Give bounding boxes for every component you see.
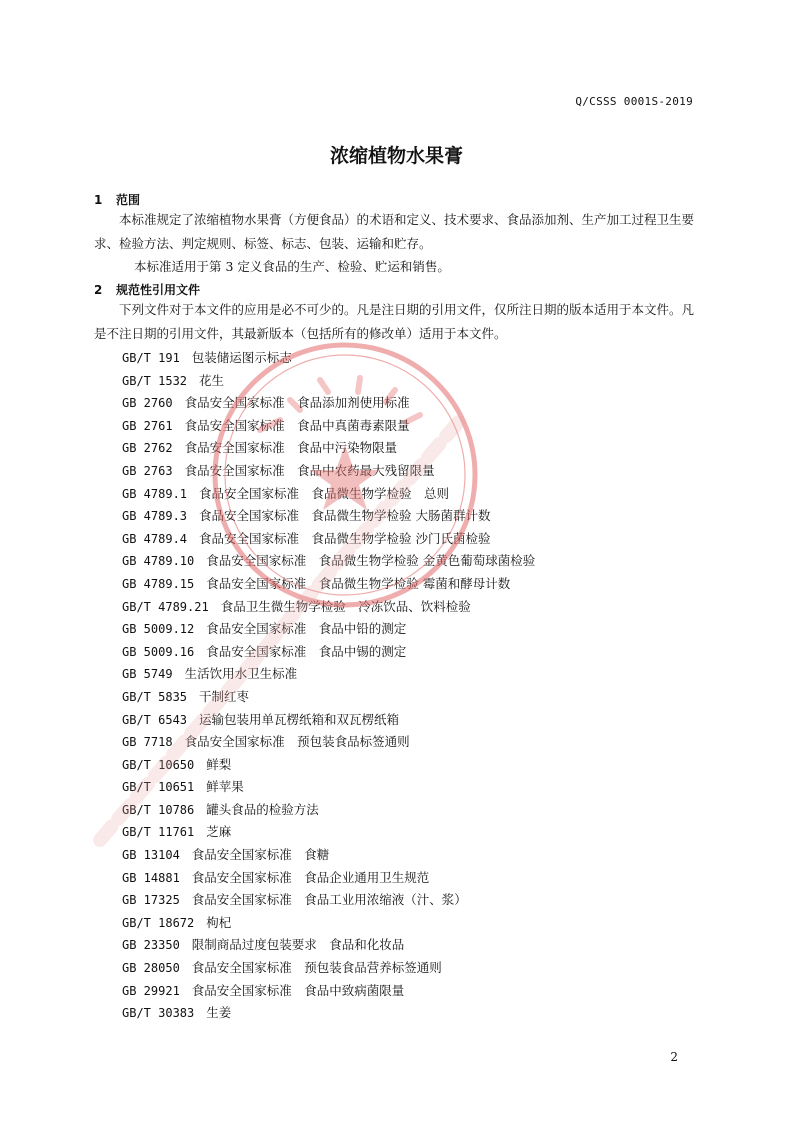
reference-code: GB 4789.3: [122, 509, 188, 524]
reference-item: [122, 618, 535, 641]
reference-code: GB/T 1532: [122, 373, 188, 388]
reference-title: 枸杞: [206, 914, 232, 930]
scope-paragraph-2: 本标准适用于第 3 定义食品的生产、检验、贮运和销售。: [134, 259, 450, 274]
reference-code: GB 4789.10: [122, 554, 195, 569]
reference-code: GB 4789.15: [122, 576, 195, 591]
reference-code: GB/T 4789.21: [122, 599, 209, 614]
reference-item: [122, 596, 535, 619]
reference-item: [122, 437, 535, 460]
reference-code: GB 5009.12: [122, 622, 195, 637]
reference-item: [122, 709, 535, 732]
reference-code: GB/T 30383: [122, 1006, 195, 1021]
reference-item: [122, 980, 535, 1003]
reference-title: 鲜苹果: [206, 779, 244, 795]
reference-title: 食品安全国家标准 食品工业用浓缩液（汁、浆）: [191, 892, 467, 908]
reference-code: GB/T 10786: [122, 802, 195, 817]
reference-item: [122, 776, 535, 799]
reference-code: GB/T 10651: [122, 780, 195, 795]
reference-item: [122, 528, 535, 551]
document-title: 浓缩植物水果膏: [329, 145, 463, 167]
reference-title: 食品安全国家标准 预包装食品标签通则: [184, 734, 410, 750]
section-heading-scope: [94, 191, 140, 208]
reference-item: [122, 957, 535, 980]
reference-title: 鲜梨: [206, 756, 232, 772]
reference-item: [122, 415, 535, 438]
reference-title: 食品安全国家标准 食品中真菌毒素限量: [184, 417, 410, 433]
reference-title: 芝麻: [206, 824, 232, 840]
reference-item: [122, 821, 535, 844]
reference-item: [122, 799, 535, 822]
reference-title: 食品安全国家标准 预包装食品营养标签通则: [191, 960, 442, 976]
reference-title: 食品安全国家标准 食品微生物学检验 沙门氏菌检验: [199, 530, 491, 546]
section-number: 1: [94, 193, 103, 207]
reference-code: GB/T 10650: [122, 757, 195, 772]
reference-code: GB 2760: [122, 396, 173, 411]
reference-item: [122, 754, 535, 777]
reference-title: 限制商品过度包装要求 食品和化妆品: [191, 937, 405, 953]
reference-title: 食品卫生微生物学检验 冷冻饮品、饮料检验: [220, 598, 471, 614]
reference-title: 食品安全国家标准 食品微生物学检验 大肠菌群计数: [199, 508, 491, 524]
reference-item: [122, 731, 535, 754]
reference-code: GB 2762: [122, 441, 173, 456]
reference-title: 运输包装用单瓦楞纸箱和双瓦楞纸箱: [199, 711, 400, 727]
reference-item: [122, 550, 535, 573]
references-intro-paragraph: 下列文件对于本文件的应用是必不可少的。凡是注日期的引用文件，仅所注日期的版本适用于本文件。凡是不注日期的引用文件，其最新版本（包括所有的修改单）适用于本文件。: [94, 302, 695, 341]
reference-item: [122, 934, 535, 957]
reference-item: [122, 889, 535, 912]
reference-code: GB 4789.4: [122, 531, 188, 546]
reference-title: 食品安全国家标准 食品中农药最大残留限量: [184, 462, 435, 478]
reference-code: GB/T 11761: [122, 825, 195, 840]
reference-title: 食品安全国家标准 食品企业通用卫生规范: [191, 869, 430, 885]
reference-item: [122, 483, 535, 506]
reference-item: [122, 1002, 535, 1025]
scope-paragraph-1: 本标准规定了浓缩植物水果膏（方便食品）的术语和定义、技术要求、食品添加剂、生产加工过程卫生要求、检验方法、判定规则、标签、标志、包装、运输和贮存。: [94, 212, 695, 251]
reference-title: 食品安全国家标准 食糖: [191, 847, 330, 863]
section-heading-normative-references: [94, 281, 200, 298]
reference-title: 食品安全国家标准 食品微生物学检验 总则: [199, 485, 450, 501]
section-title: 范围: [116, 193, 141, 207]
reference-code: GB 29921: [122, 983, 180, 998]
reference-title: 罐头食品的检验方法: [206, 801, 319, 817]
reference-code: GB 5009.16: [122, 644, 195, 659]
reference-title: 食品安全国家标准 食品中锡的测定: [206, 643, 407, 659]
reference-code: GB 5749: [122, 667, 173, 682]
reference-title: 食品安全国家标准 食品微生物学检验 霉菌和酵母计数: [206, 575, 511, 591]
reference-code: GB 7718: [122, 735, 173, 750]
reference-code: GB 17325: [122, 893, 180, 908]
reference-code: GB/T 5835: [122, 689, 188, 704]
page-number: 2: [670, 1050, 678, 1064]
reference-code: GB 2761: [122, 418, 173, 433]
reference-title: 花生: [199, 372, 225, 388]
section-title: 规范性引用文件: [116, 283, 201, 297]
reference-item: [122, 686, 535, 709]
reference-title: 生姜: [206, 1005, 232, 1021]
reference-code: GB/T 191: [122, 351, 180, 365]
reference-title: 生活饮用水卫生标准: [184, 666, 298, 682]
reference-item: [122, 867, 535, 890]
reference-title: 包装储运图示标志: [191, 350, 292, 365]
reference-item: [122, 641, 535, 664]
reference-title: 食品安全国家标准 食品中污染物限量: [184, 440, 398, 456]
reference-title: 食品安全国家标准 食品微生物学检验 金黄色葡萄球菌检验: [206, 553, 536, 569]
reference-code: GB 2763: [122, 463, 173, 478]
reference-list: [122, 347, 535, 1025]
reference-item: [122, 912, 535, 935]
reference-item: [122, 573, 535, 596]
reference-title: 干制红枣: [199, 688, 250, 704]
reference-item: [122, 347, 535, 370]
section-number: 2: [94, 283, 103, 297]
reference-code: GB 23350: [122, 938, 180, 953]
reference-code: GB/T 6543: [122, 712, 188, 727]
reference-item: [122, 370, 535, 393]
reference-code: GB 28050: [122, 961, 180, 976]
reference-item: [122, 844, 535, 867]
reference-item: [122, 392, 535, 415]
reference-title: 食品安全国家标准 食品中铅的测定: [206, 621, 407, 637]
document-code: Q/CSSS 0001S-2019: [575, 95, 693, 108]
reference-item: [122, 663, 535, 686]
reference-item: [122, 460, 535, 483]
reference-code: GB 14881: [122, 870, 180, 885]
reference-code: GB 13104: [122, 848, 180, 863]
reference-title: 食品安全国家标准 食品添加剂使用标准: [184, 395, 410, 411]
reference-code: GB/T 18672: [122, 915, 195, 930]
reference-title: 食品安全国家标准 食品中致病菌限量: [191, 982, 405, 998]
reference-item: [122, 505, 535, 528]
reference-code: GB 4789.1: [122, 486, 188, 501]
